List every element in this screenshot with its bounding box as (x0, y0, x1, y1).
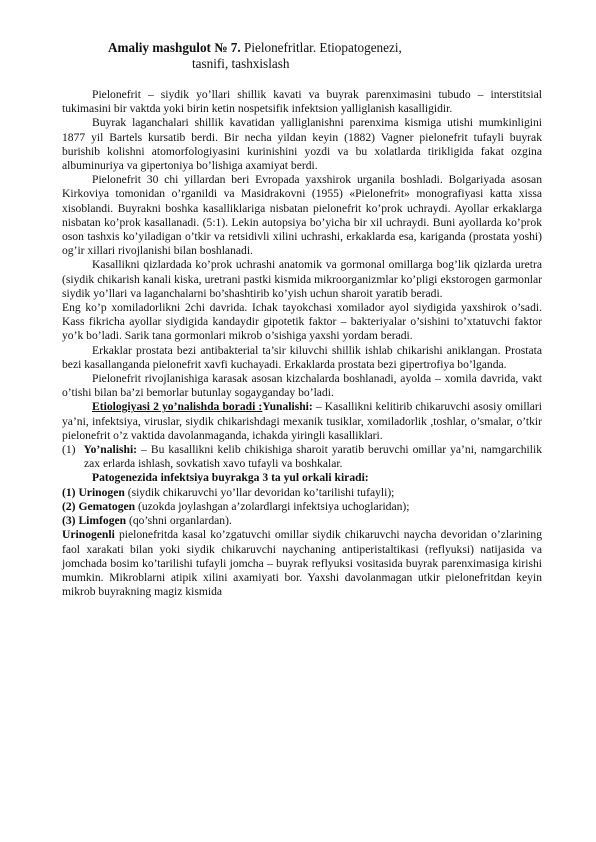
title-rest: Pielonefritlar. Etiopatogenezi, (240, 40, 402, 55)
pathogenesis-heading: Patogenezida infektsiya buyrakga 3 ta yul orkali kiradi: (92, 471, 369, 485)
route-2: (2) Gematogen (uzokda joylashgan a’zolardlargi infektsiya uchoglaridan); (62, 499, 410, 513)
route-1-name: Urinogen (78, 485, 125, 499)
title-bold: Amaliy mashgulot № 7. (108, 40, 241, 55)
etiology-heading: Etiologiyasi 2 yo’nalishda boradi : (92, 400, 263, 414)
paragraph-1: Pielonefrit – siydik yo’llari shillik kavati va buyrak parenximasini tubudo – interstitsial tukimasini bir vaktda yoki birin ketin nospetsifik infektsion yalliglanish kasalligidir. (62, 88, 542, 116)
item-1-lead: Yo’nalishi: (83, 443, 138, 457)
paragraph-6: Erkaklar prostata bezi antibakterial ta’sir kiluvchi shillik ishlab chikarishi aniklangan. Prostata bezi kasallanganda pielonefrit xavfi kuchayadi. Erkaklarda prostata bezi gipertrofiya bo’lganda. (62, 343, 542, 371)
document-body (62, 88, 542, 599)
document-page (62, 40, 542, 599)
paragraph-7: Pielonefrit rivojlanishiga karasak asosan kizchalarda boshlanadi, ayolda – xomila davrida, vakt o’tishi bilan ba’zi bemorlar butunlay sogayganday bo’ladi. (62, 372, 542, 400)
route-3-name: Limfogen (78, 514, 127, 528)
item-1-text: – Bu kasallikni kelib chikishiga sharoit yaratib beruvchi omillar ya’ni, namgarchilik zax erlarda ishlash, sovkatish xavo tufayli va boshkalar. (84, 443, 542, 471)
paragraph-4: Kasallikni qizlardada ko’prok uchrashi anatomik va gormonal omillarga bog’lik qizlarda uretra (siydik chikarish kanali kiska, uretrani pastki kismida mikroorganizmlar ko’pligi ekstorogen garmonlar siydik yo’llari va laganchalarni bo’shashtirib ko’yish uchun sharoit yaratib beradi. (62, 258, 542, 300)
route-3: (3) Limfogen (qo’shni organlardan). (62, 514, 232, 528)
paragraph-2: Buyrak laganchalari shillik kavatidan yalliglanishni parenxima kismiga utishi mumkinligini 1877 yil Bartels kursatib berdi. Bir necha yildan keyin (1882) Vagner pielonefrit tufayli buyrak burishib kolishni atomorfologiyasini kurinishini yozdi va bu xolatlarda tirikligida fakat ozgina albuminuriya va gipertoniya bo’lishiga axamiyat berdi. (62, 116, 542, 173)
item-1: (1) Yo’nalishi: – Bu kasallikni kelib chikishiga sharoit yaratib beruvchi omillar ya’ni, namgarchilik zax erlarda ishlash, sovkatish xavo tufayli va boshkalar. (62, 443, 542, 471)
urinogen-lead: Urinogenli (62, 528, 115, 542)
urinogen-text: pielonefritda kasal ko’zgatuvchi omillar siydik chikaruvchi naycha devoridan o’zlarining faol xarakati bilan yoki siydik chikaruvchi naychaning antiperistaltikasi (reflyuksi) natijasida va jomchada bosim ko’tarilishi tufayli jomcha – buyrak reflyuksi vositasida buyrak parenximasiga kirishi mumkin. Mikroblarni atipik xilini axamiyati bor. Yaxshi davolanmagan utkir pielonefritdan keyin mikrob buyrakning magiz kismida (62, 528, 542, 599)
urinogen-paragraph (62, 528, 542, 599)
route-2-name: Gematogen (78, 499, 136, 513)
paragraph-3: Pielonefrit 30 chi yillardan beri Evropada yaxshirok urganila boshladi. Bolgariyada asosan Kirkoviya tomonidan o’rganildi va Masidrakovni (1955) «Pielonefrit» monografiyasi katta xissa xisoblandi. Buyrakni boshka kasalliklariga nisbatan pielonefrit ko’prok uchraydi. Ayollar erkaklarga nisbatan ko’prok kasallanadi. (5:1). Lekin autopsiya bo’yicha bir xil uchraydi. Buni ayollarda ko’prok oson tashxis ko’yiladigan o’tkir va retsidivli xilini uchrashi, erkaklarda esa, kariganda (prostata yoshi) og’ir xillari rivojlanishi bilan boshlanadi. (62, 173, 542, 258)
title-line2: tasnifi, tashxislash (192, 56, 290, 71)
etiology-lead: Yunalishi: (262, 400, 313, 414)
route-1: (1) Urinogen (siydik chikaruvchi yo’llar devoridan ko’tarilishi tufayli); (62, 485, 395, 499)
document-title (62, 40, 542, 72)
paragraph-5: Eng ko’p xomiladorlikni 2chi davrida. Ichak tayokchasi xomilador ayol siydigida yaxshirok o’sadi. Kass fikricha ayollar siydigida kandaydir gipotetik faktor – bakteriyalar o’sishini to’xtatuvchi faktor yo’k bo’ladi. Sarik tana gormonlari mikrob o’sishiga yaxshi yordam beradi. (62, 301, 542, 343)
etiology-text: – Kasallikni kelitirib chikaruvchi asosiy omillari ya’ni, infektsiya, viruslar, siydik chikarishdagi mexanik tusiklar, xomiladorlik ,toshlar, o’smalar, o’tkir pielonefrit o’z vaktida davolanmaganda, ichakda yiringli kasalliklari. (62, 400, 542, 442)
etiology-paragraph (62, 400, 542, 443)
